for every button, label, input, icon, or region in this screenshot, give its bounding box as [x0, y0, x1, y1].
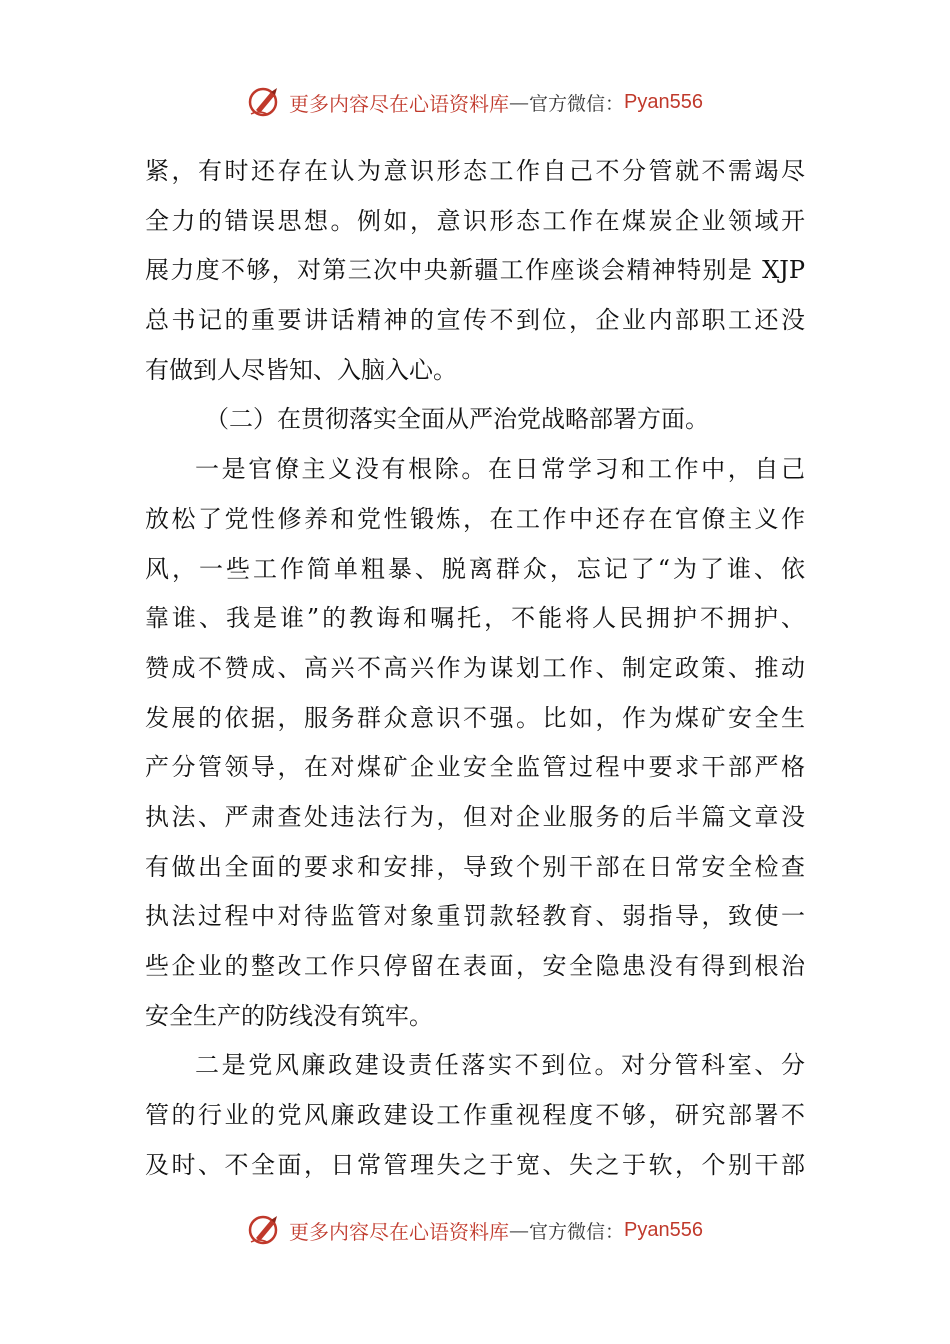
section-heading: （二）在贯彻落实全面从严治党战略部署方面。: [205, 405, 709, 434]
text-line: 一是官僚主义没有根除。在日常学习和工作中，自己: [195, 455, 805, 484]
text-line: 赞成不赞成、高兴不高兴作为谋划工作、制定政策、推动: [145, 653, 805, 682]
text-line: 有做出全面的要求和安排，导致个别干部在日常安全检查: [145, 852, 805, 881]
watermark-wechat-id: Pyan556: [624, 90, 703, 113]
text-line: 产分管领导，在对煤矿企业安全监管过程中要求干部严格: [145, 753, 805, 782]
text-line: 风，一些工作简单粗暴、脱离群众，忘记了“为了谁、依: [145, 554, 805, 583]
text-line: 展力度不够，对第三次中央新疆工作座谈会精神特别是 XJP: [145, 256, 805, 285]
header-watermark: [0, 82, 950, 122]
watermark-separator: —: [509, 90, 529, 114]
text-line: 发展的依据，服务群众意识不强。比如，作为煤矿安全生: [145, 703, 805, 732]
text-line: 管的行业的党风廉政建设工作重视程度不够，研究部署不: [145, 1101, 805, 1130]
text-line: 总书记的重要讲话精神的宣传不到位，企业内部职工还没: [145, 306, 805, 335]
watermark-wechat-label: 官方微信：: [529, 92, 625, 115]
watermark-wechat-id: Pyan556: [624, 1218, 703, 1241]
watermark-separator: —: [509, 1218, 529, 1242]
watermark-brand: 更多内容尽在心语资料库: [289, 1219, 509, 1244]
text-line: 及时、不全面，日常管理失之于宽、失之于软，个别干部: [145, 1150, 805, 1179]
text-line: 些企业的整改工作只停留在表面，安全隐患没有得到根治: [145, 952, 805, 980]
text-line: 紧，有时还存在认为意识形态工作自己不分管就不需竭尽: [145, 157, 805, 185]
document-body: [145, 147, 805, 1190]
text-line: 二是党风廉政建设责任落实不到位。对分管科室、分: [195, 1051, 805, 1080]
pen-logo-icon: [247, 1212, 283, 1248]
text-line: 全力的错误思想。例如，意识形态工作在煤炭企业领域开: [145, 206, 805, 235]
watermark-brand: 更多内容尽在心语资料库: [289, 91, 509, 116]
text-line: 靠谁、我是谁”的教诲和嘱托，不能将人民拥护不拥护、: [145, 604, 805, 633]
text-line: 执法过程中对待监管对象重罚款轻教育、弱指导，致使一: [145, 902, 805, 931]
text-line: 安全生产的防线没有筑牢。: [145, 1001, 433, 1030]
text-line: 执法、严肃查处违法行为，但对企业服务的后半篇文章没: [145, 802, 805, 831]
text-line: 放松了党性修养和党性锻炼，在工作中还存在官僚主义作: [145, 504, 805, 533]
text-line: 有做到人尽皆知、入脑入心。: [145, 355, 457, 384]
watermark-wechat-label: 官方微信：: [529, 1220, 625, 1243]
footer-watermark: [0, 1210, 950, 1250]
pen-logo-icon: [247, 84, 283, 120]
